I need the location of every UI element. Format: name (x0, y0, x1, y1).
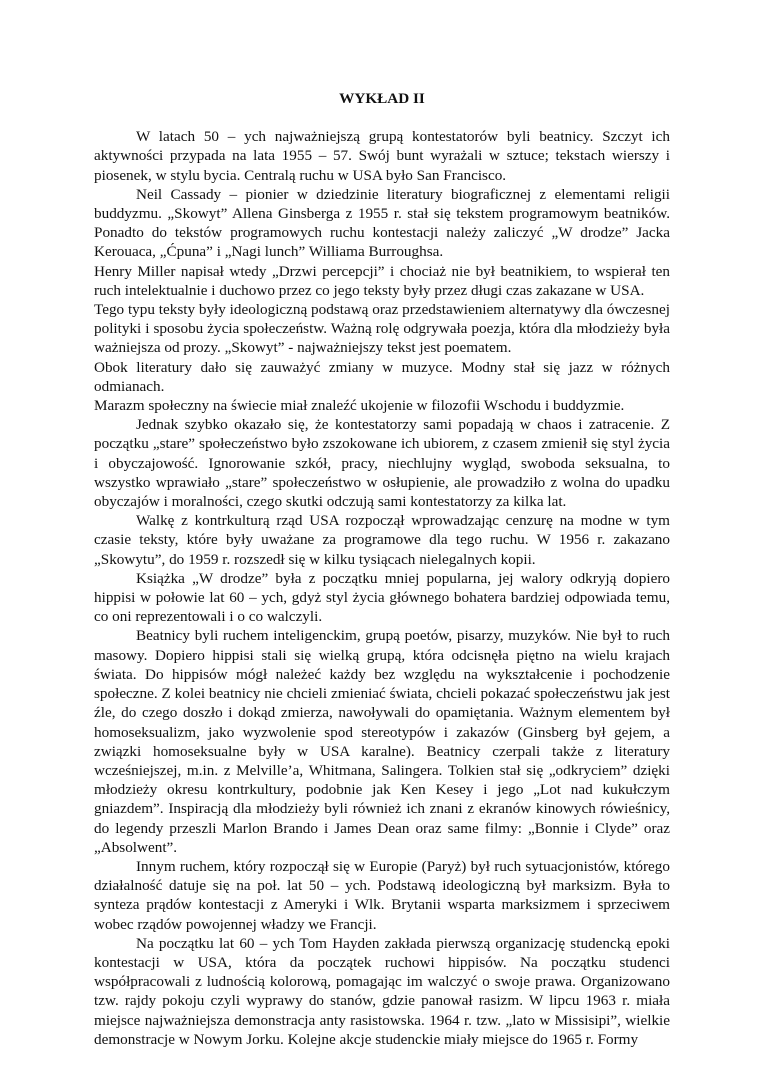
paragraph-list (94, 127, 670, 1049)
paragraph: Tego typu teksty były ideologiczną podstawą oraz przedstawieniem alternatywy dla ówczesnej polityki i sposobu życia społeczeństw. Ważną rolę odgrywała poezja, która dla młodzieży była ważniejsza od prozy. „Skowyt” - najważniejszy tekst jest poematem. (94, 301, 670, 357)
paragraph: Jednak szybko okazało się, że kontestatorzy sami popadają w chaos i zatracenie. Z początku „stare” społeczeństwo było zszokowane ich ubiorem, z czasem zmienił się styl życia i obyczajowość. Ignorowanie szkół, pracy, niechlujny wygląd, swoboda seksualna, to wszystko wprawiało „stare” społeczeństwo w osłupienie, ale prowadziło z wolna do upadku obyczajów i moralności, czego skutki odczują sami kontestatorzy za kilka lat. (94, 416, 670, 511)
paragraph: Henry Miller napisał wtedy „Drzwi percepcji” i chociaż nie był beatnikiem, to wspierał ten ruch intelektualnie i duchowo przez co jego teksty były przez długi czas zakazane w USA. (94, 262, 670, 299)
paragraph: Innym ruchem, który rozpoczął się w Europie (Paryż) był ruch sytuacjonistów, którego działalność datuje się na poł. lat 50 – ych. Podstawą ideologiczną był marksizm. Była to synteza prądów kontestacji z Ameryki i Wlk. Brytanii wsparta marksizmem i sprzeciwem wobec rządów powojennej władzy we Francji. (94, 857, 670, 933)
paragraph: Książka „W drodze” była z początku mniej popularna, jej walory odkryją dopiero hippisi w połowie lat 60 – ych, gdyż styl życia głównego bohatera bardziej odpowiada temu, co oni reprezentowali i o co walczyli. (94, 569, 670, 626)
paragraph: Neil Cassady – pionier w dziedzinie literatury biograficznej z elementami religii buddyzmu. „Skowyt” Allena Ginsberga z 1955 r. stał się tekstem programowym beatników. Ponadto do tekstów programowych ruchu kontestacji należy zaliczyć „W drodze” Jacka Kerouaca, „Ćpuna” i „Nagi lunch” Williama Burroughsa. (94, 185, 670, 261)
document-body (94, 89, 670, 1049)
paragraph: Marazm społeczny na świecie miał znaleźć ukojenie w filozofii Wschodu i buddyzmie. (94, 397, 625, 415)
paragraph: Walkę z kontrkulturą rząd USA rozpoczął wprowadzając cenzurę na modne w tym czasie teksty, które były uważane za programowe dla tego ruchu. W 1956 r. zakazano „Skowytu”, do 1959 r. rozszedł się w kilku tysiącach nielegalnych kopii. (94, 512, 670, 568)
paragraph: Beatnicy byli ruchem inteligenckim, grupą poetów, pisarzy, muzyków. Nie był to ruch masowy. Dopiero hippisi stali się wielką grupą, która odcisnęła piętno na wielu krajach świata. Do hippisów mógł należeć każdy bez względu na wykształcenie i pochodzenie społeczne. Z kolei beatnicy nie chcieli zmieniać świata, chcieli pokazać społeczeństwu jak jest źle, do czego doszło i dokąd zmierza, nawoływali do opamiętania. Ważnym elementem był homoseksualizm, jako wyzwolenie spod stereotypów i zakazów (Ginsberg był gejem, a związki homoseksualne były w USA karalne). Beatnicy czerpali także z literatury wcześniejszej, m.in. z Melville’a, Whitmana, Salingera. Tolkien stał się „odkryciem” dzięki młodzieży okresu kontrkultury, podobnie jak Ken Kesey i jego „Lot nad kukułczym gniazdem”. Inspiracją dla młodzieży byli również ich znani z ekranów kinowych rówieśnicy, do legendy przeszli Marlon Brando i James Dean oraz same filmy: „Bonnie i Clyde” oraz „Absolwent”. (94, 627, 670, 856)
paragraph: W latach 50 – ych najważniejszą grupą kontestatorów byli beatnicy. Szczyt ich aktywności przypada na lata 1955 – 57. Swój bunt wyrażali w sztuce; tekstach wierszy i piosenek, w stylu bycia. Centralą ruchu w USA było San Francisco. (94, 128, 670, 184)
paragraph: Obok literatury dało się zauważyć zmiany w muzyce. Modny stał się jazz w różnych odmianach. (94, 358, 670, 395)
paragraph: Na początku lat 60 – ych Tom Hayden zakłada pierwszą organizację studencką epoki kontestacji w USA, która da początek ruchowi hippisów. Na początku studenci współpracowali z ludnością kolorową, pomagając im walczyć o swoje prawa. Organizowano tzw. rajdy pokoju czyli wyprawy do stanów, gdzie panował rasizm. W lipcu 1963 r. miała miejsce najważniejsza demonstracja anty rasistowska. 1964 r. tzw. „lato w Missisipi”, wielkie demonstracje w Nowym Jorku. Kolejne akcje studenckie miały miejsce do 1965 r. Formy (94, 934, 670, 1048)
page-title: WYKŁAD II (339, 90, 425, 107)
